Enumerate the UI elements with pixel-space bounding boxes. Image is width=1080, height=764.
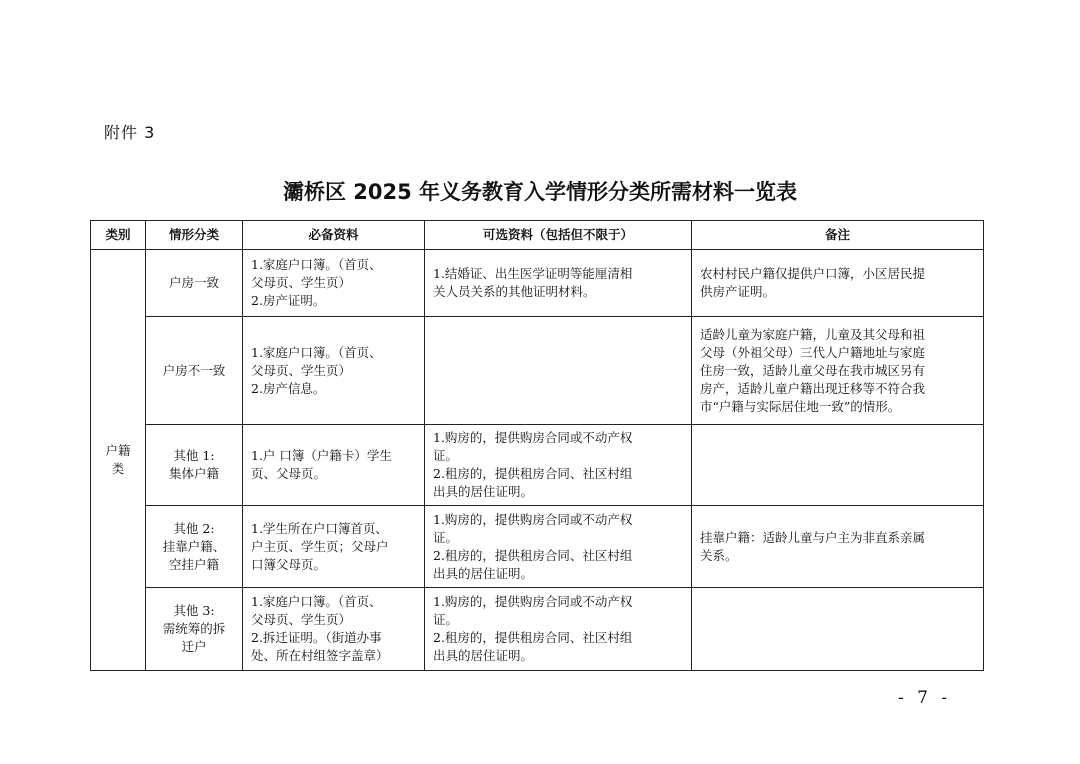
optional-line: 1.购房的，提供购房合同或不动产权 xyxy=(433,430,633,445)
optional-cell xyxy=(425,250,692,317)
optional-line: 出具的居住证明。 xyxy=(433,648,534,663)
remark-line: 房产，适龄儿童户籍出现迁移等不符合我 xyxy=(700,380,926,396)
optional-line: 证。 xyxy=(433,612,459,627)
required-line: 页、父母页。 xyxy=(251,466,327,481)
optional-line: 出具的居住证明。 xyxy=(433,565,534,581)
case-cell xyxy=(146,506,243,588)
remark-cell xyxy=(692,425,984,506)
remark-line: 供房产证明。 xyxy=(700,284,776,299)
case-line: 其他 2: xyxy=(173,520,215,536)
required-line: 2.房产信息。 xyxy=(251,380,326,396)
required-line: 1.家庭户口簿。（首页、 xyxy=(251,344,382,360)
header-case: 情形分类 xyxy=(146,221,243,250)
remark-cell xyxy=(692,250,984,317)
category-cell xyxy=(91,250,146,671)
optional-line: 关人员关系的其他证明材料。 xyxy=(433,284,596,299)
optional-line: 2.租房的，提供租房合同、社区村组 xyxy=(433,547,633,563)
remark-cell xyxy=(692,588,984,671)
attachment-label: 附件 3 xyxy=(104,123,156,142)
case-cell xyxy=(146,425,243,506)
remark-cell xyxy=(692,317,984,425)
table-header-row xyxy=(91,221,984,250)
required-cell xyxy=(243,317,425,425)
required-line: 1.家庭户口簿。（首页、 xyxy=(251,594,382,609)
category-line: 户籍 xyxy=(105,443,131,458)
required-line: 处、所在村组签字盖章） xyxy=(251,648,389,663)
header-remark: 备注 xyxy=(692,221,984,250)
case-cell xyxy=(146,250,243,317)
remark-line: 农村村民户籍仅提供户口簿，小区居民提 xyxy=(700,266,926,281)
case-line: 迁户 xyxy=(181,639,207,654)
header-required: 必备资料 xyxy=(243,221,425,250)
header-category: 类别 xyxy=(91,221,146,250)
case-line: 挂靠户籍、 xyxy=(162,538,226,554)
required-cell xyxy=(243,588,425,671)
case-cell xyxy=(146,588,243,671)
remark-line: 挂靠户籍：适龄儿童与户主为非直系亲属 xyxy=(700,529,926,545)
table-row xyxy=(91,506,984,588)
page-number: - 7 - xyxy=(898,688,952,708)
optional-line: 证。 xyxy=(433,529,459,545)
table-row xyxy=(91,250,984,317)
required-line: 父母页、学生页） xyxy=(251,362,352,378)
optional-line: 1.结婚证、出生医学证明等能厘清相 xyxy=(433,266,633,281)
case-cell xyxy=(146,317,243,425)
case-line: 其他 3: xyxy=(173,603,215,618)
table-row xyxy=(91,425,984,506)
case-line: 其他 1: xyxy=(173,448,215,463)
materials-table xyxy=(90,220,984,671)
required-cell xyxy=(243,250,425,317)
required-line: 2.房产证明。 xyxy=(251,293,326,308)
case-line: 集体户籍 xyxy=(168,466,219,481)
required-line: 父母页、学生页） xyxy=(251,612,352,627)
required-line: 父母页、学生页） xyxy=(251,275,352,290)
required-line: 口簿父母页。 xyxy=(251,556,327,572)
required-line: 1.家庭户口簿。（首页、 xyxy=(251,257,382,272)
optional-cell xyxy=(425,506,692,588)
category-line: 类 xyxy=(111,461,125,476)
remark-line: 父母（外祖父母）三代人户籍地址与家庭 xyxy=(700,344,926,360)
optional-line: 2.租房的，提供租房合同、社区村组 xyxy=(433,466,633,481)
optional-cell xyxy=(425,425,692,506)
optional-line: 1.购房的，提供购房合同或不动产权 xyxy=(433,511,633,527)
required-line: 1.户 口簿（户籍卡）学生 xyxy=(251,448,392,463)
required-line: 2.拆迁证明。（街道办事 xyxy=(251,630,382,645)
remark-line: 关系。 xyxy=(700,547,738,563)
remark-cell xyxy=(692,506,984,588)
remark-line: 市“户籍与实际居住地一致”的情形。 xyxy=(700,398,901,414)
remark-line: 适龄儿童为家庭户籍，儿童及其父母和祖 xyxy=(700,326,926,342)
required-line: 户主页、学生页；父母户 xyxy=(251,538,389,554)
optional-cell xyxy=(425,588,692,671)
case-line: 需统筹的拆 xyxy=(162,621,226,636)
optional-line: 2.租房的，提供租房合同、社区村组 xyxy=(433,630,633,645)
table-row xyxy=(91,317,984,425)
table-row xyxy=(91,588,984,671)
required-cell xyxy=(243,506,425,588)
header-optional: 可选资料（包括但不限于） xyxy=(425,221,692,250)
optional-cell xyxy=(425,317,692,425)
optional-line: 证。 xyxy=(433,448,459,463)
case-line: 户房一致 xyxy=(168,275,219,290)
document-title: 灞桥区 2025 年义务教育入学情形分类所需材料一览表 xyxy=(282,180,798,204)
optional-line: 1.购房的，提供购房合同或不动产权 xyxy=(433,594,633,609)
remark-line: 住房一致，适龄儿童父母在我市城区另有 xyxy=(700,362,926,378)
required-cell xyxy=(243,425,425,506)
case-line: 户房不一致 xyxy=(162,362,226,378)
required-line: 1.学生所在户口簿首页、 xyxy=(251,520,388,536)
optional-line: 出具的居住证明。 xyxy=(433,484,534,499)
case-line: 空挂户籍 xyxy=(168,556,219,572)
